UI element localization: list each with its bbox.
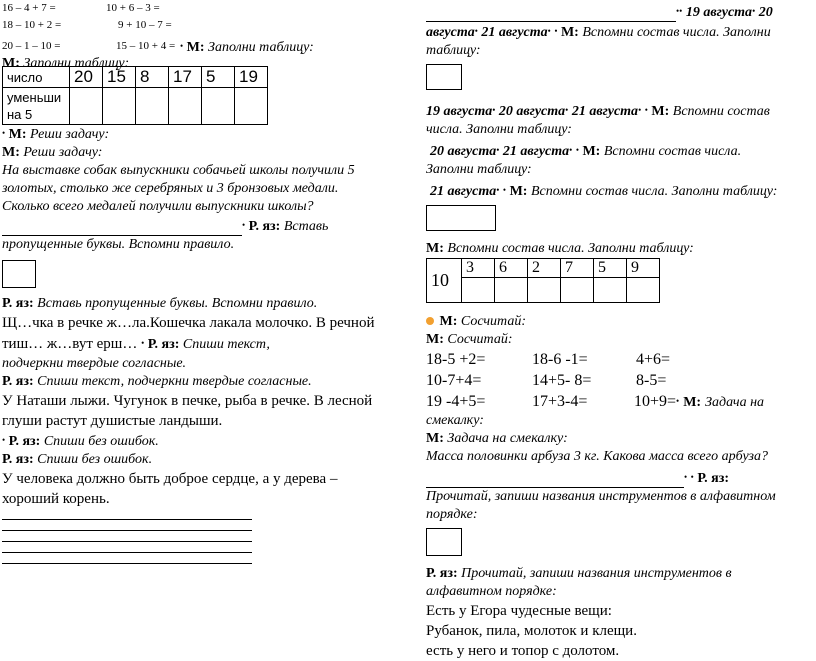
problem-text: Масса половинки арбуза 3 кг. Какова масса всего арбуза?: [426, 449, 768, 464]
bullet-icon: •: [554, 26, 558, 36]
subject-label: Р. яз:: [2, 452, 34, 467]
bullet-icon: •: [676, 6, 680, 16]
subject-label: М:: [8, 127, 27, 142]
bullet-icon: •: [684, 472, 688, 482]
exercise-text: глуши растут душистые ландыши.: [2, 413, 223, 429]
bullet-icon: •: [492, 105, 496, 115]
table-cell-empty[interactable]: [594, 278, 627, 303]
problem-text: золотых, столько же серебряных и 3 бронзовых медали.: [2, 181, 339, 196]
subtraction-table: [2, 66, 268, 125]
exercise-line-1: [2, 0, 394, 17]
task-heading: [2, 451, 394, 469]
task-text: Прочитай, запиши названия инструментов в алфавитном: [426, 489, 776, 504]
right-column: [426, 0, 814, 659]
expression: 9 + 10 – 7 =: [118, 19, 172, 31]
date-text: 19 августа: [426, 104, 493, 119]
date-text: 19 августа: [685, 5, 753, 20]
task-text: Задача на смекалку:: [447, 431, 568, 446]
poem-line: есть у него и топор с долотом.: [426, 643, 620, 659]
problem-text: Сколько всего медалей получили выпускники школы?: [2, 199, 314, 214]
poem-line: Есть у Егора чудесные вещи:: [426, 603, 612, 619]
bullet-icon: •: [690, 472, 694, 482]
number-composition-table: [426, 258, 660, 303]
task-heading: [426, 468, 814, 488]
table-cell: 6: [495, 259, 528, 278]
exercise-text: [2, 333, 394, 355]
table-cell: 17: [169, 67, 202, 88]
expression: 17+3-4=: [532, 393, 588, 410]
writing-line[interactable]: [2, 509, 252, 520]
bullet-icon: •: [242, 220, 246, 230]
exercise-text: Щ…чка в речке ж…ла.Кошечка лакала молочко. В речной: [2, 315, 375, 331]
label-line: уменьши: [7, 90, 62, 105]
expression: 10-7+4=: [426, 372, 482, 389]
table-cell: 5: [202, 67, 235, 88]
expression: 8-5=: [636, 372, 667, 389]
table-cell-empty[interactable]: [627, 278, 660, 303]
answer-line[interactable]: [2, 219, 242, 236]
date-text: 20 августа: [430, 144, 497, 159]
exercise-row: [426, 391, 814, 412]
exercise-text: хороший корень.: [2, 491, 110, 507]
date-line: [426, 22, 814, 42]
table-row-label: [3, 88, 70, 125]
table-cell: 3: [462, 259, 495, 278]
task-text: Заполни таблицу:: [208, 40, 314, 55]
subject-label: Р. яз:: [248, 219, 281, 234]
table-cell-empty[interactable]: [561, 278, 594, 303]
subject-label: М:: [2, 145, 20, 160]
subject-label: Р. яз:: [8, 434, 41, 449]
task-text: Реши задачу:: [30, 127, 110, 142]
bullet-icon: •: [752, 6, 756, 16]
task-heading: [2, 124, 394, 144]
writing-line[interactable]: [2, 542, 252, 553]
exercise-line-2: [2, 17, 394, 34]
table-cell-empty[interactable]: [235, 88, 268, 125]
task-heading: [426, 430, 814, 448]
task-text: Заполни таблицу:: [23, 56, 130, 71]
bullet-icon: •: [2, 435, 6, 445]
task-text: подчеркни твердые согласные.: [2, 356, 187, 371]
poem-line: Рубанок, пила, молоток и клещи.: [426, 623, 637, 639]
label-line: на 5: [7, 107, 33, 122]
table-cell-total: 10: [427, 259, 462, 303]
task-text: Вспомни состав числа. Заполни таблицу:: [530, 184, 778, 199]
bullet-icon: •: [496, 145, 500, 155]
table-cell-empty[interactable]: [136, 88, 169, 125]
task-text: Заполни таблицу:: [426, 162, 532, 177]
bullet-icon: •: [474, 26, 478, 36]
task-text: Сосчитай:: [460, 314, 526, 329]
task-text: Спиши текст,: [182, 337, 270, 352]
problem-text: На выставке собак выпускники собачьей школы получили 5: [2, 163, 355, 178]
bullet-icon: •: [502, 185, 507, 195]
left-column: [2, 0, 394, 507]
expression: 18-5 +2=: [426, 351, 486, 368]
subject-label: М:: [651, 104, 670, 119]
table-cell-empty[interactable]: [70, 88, 103, 125]
task-text: таблицу:: [426, 43, 481, 58]
task-heading: [426, 240, 814, 258]
task-heading: [426, 565, 814, 583]
task-heading: [2, 144, 394, 162]
task-text: числа. Заполни таблицу:: [426, 122, 572, 137]
exercise-row: [426, 349, 814, 370]
subject-label: М:: [426, 431, 444, 446]
bullet-icon: •: [638, 105, 642, 115]
bullet-icon: •: [679, 6, 683, 16]
task-text: Вставь: [283, 219, 329, 234]
subject-label: Р. яз:: [147, 337, 180, 352]
task-text: алфавитном порядке:: [426, 584, 557, 599]
subject-label: М:: [560, 25, 579, 40]
task-text: Вспомни состав: [672, 104, 770, 119]
bullet-icon: •: [180, 41, 184, 51]
task-heading: [426, 313, 814, 331]
subject-label: Р. яз:: [2, 296, 34, 311]
subject-label: М:: [683, 395, 702, 410]
task-text: Вставь пропущенные буквы. Вспомни правило.: [37, 296, 318, 311]
date-line: [426, 2, 814, 22]
subject-label: М:: [509, 184, 528, 199]
date-text: 21 августа: [571, 104, 639, 119]
bullet-icon: •: [2, 128, 6, 138]
table-cell-empty[interactable]: [169, 88, 202, 125]
expression: 19 -4+5=: [426, 393, 486, 410]
subject-label: Р. яз:: [426, 566, 458, 581]
writing-line[interactable]: [2, 531, 252, 542]
bullet-icon: •: [676, 396, 680, 406]
bullet-icon: •: [575, 145, 579, 155]
expression: 10 + 6 – 3 =: [106, 2, 160, 14]
task-heading: [426, 331, 814, 349]
exercise-line-3: [2, 38, 394, 55]
table-cell: 19: [235, 67, 268, 88]
task-text: Спиши текст, подчеркни твердые согласные.: [37, 374, 312, 389]
bullet-icon: •: [547, 26, 551, 36]
date-text: 20 августа: [498, 104, 566, 119]
task-text: порядке:: [426, 507, 478, 522]
writing-line[interactable]: [2, 520, 252, 531]
table-cell-empty[interactable]: [462, 278, 495, 303]
table-cell: 9: [627, 259, 660, 278]
answer-box[interactable]: [426, 64, 462, 90]
exercise-text-part: тиш… ж…вут ерш…: [2, 336, 138, 352]
expression: 15 – 10 + 4 =: [116, 40, 176, 52]
table-cell: 5: [594, 259, 627, 278]
date-text: 21 августа: [481, 25, 548, 40]
table-row-label: число: [3, 67, 70, 88]
task-text: пропущенные буквы. Вспомни правило.: [2, 237, 235, 252]
subject-label: Р. яз:: [2, 374, 34, 389]
date-line: [430, 181, 816, 201]
task-heading: [2, 295, 394, 313]
subject-label: М:: [439, 314, 458, 329]
expression: 4+6=: [636, 351, 671, 368]
task-text: Вспомни состав числа. Заполни таблицу:: [447, 241, 694, 256]
task-text: Прочитай, запиши названия инструментов в: [461, 566, 732, 581]
table-cell-empty[interactable]: [103, 88, 136, 125]
table-cell: 15: [103, 67, 136, 88]
bullet-icon: •: [569, 145, 573, 155]
task-text: Вспомни состав числа.: [603, 144, 742, 159]
table-cell-empty[interactable]: [495, 278, 528, 303]
expression: 18 – 10 + 2 =: [2, 19, 62, 31]
task-heading: [2, 431, 394, 451]
table-cell: 2: [528, 259, 561, 278]
subject-label: Р. яз:: [697, 471, 729, 486]
writing-line[interactable]: [2, 553, 252, 564]
expression: 10+9=: [634, 393, 677, 410]
bullet-icon: •: [141, 338, 145, 348]
answer-line[interactable]: [426, 7, 676, 22]
answer-box[interactable]: [426, 528, 462, 556]
table-cell-empty[interactable]: [202, 88, 235, 125]
exercise-grid: [426, 349, 814, 412]
expression: 18-6 -1=: [532, 351, 588, 368]
subject-label: М:: [186, 40, 205, 55]
table-cell-empty[interactable]: [528, 278, 561, 303]
task-heading: [2, 373, 394, 391]
task-text: смекалку:: [426, 413, 484, 428]
bullet-icon: •: [644, 105, 648, 115]
task-text: Сосчитай:: [447, 332, 513, 347]
subject-label: М:: [2, 56, 20, 71]
bullet-icon: [426, 317, 434, 325]
table-cell: 20: [70, 67, 103, 88]
table-cell: 7: [561, 259, 594, 278]
task-heading: [2, 216, 394, 236]
task-text: Вспомни состав числа. Заполни: [582, 25, 771, 40]
date-line: [430, 141, 816, 161]
expression: 14+5- 8=: [532, 372, 592, 389]
expression: 20 – 1 – 10 =: [2, 40, 61, 52]
task-text: Спиши без ошибок.: [37, 452, 153, 467]
exercise-text: У человека должно быть доброе сердце, а у дерева –: [2, 471, 338, 487]
expression: 16 – 4 + 7 =: [2, 2, 56, 14]
date-text: 21 августа: [502, 144, 570, 159]
subject-label: М:: [426, 332, 444, 347]
table-cell: 8: [136, 67, 169, 88]
date-text: 21 августа: [430, 184, 497, 199]
bullet-icon: •: [496, 185, 500, 195]
subject-label: М:: [426, 241, 444, 256]
exercise-row: [426, 370, 814, 391]
date-line: [426, 101, 814, 121]
answer-box[interactable]: [2, 260, 36, 288]
date-text: августа: [426, 25, 475, 40]
date-text: 20: [758, 5, 773, 20]
task-text: Реши задачу:: [23, 145, 103, 160]
bullet-icon: •: [565, 105, 569, 115]
task-text: Задача на: [705, 395, 765, 410]
task-text: Спиши без ошибок.: [43, 434, 159, 449]
subject-label: М:: [582, 144, 601, 159]
exercise-text: У Наташи лыжи. Чугунок в печке, рыба в речке. В лесной: [2, 393, 373, 409]
answer-line[interactable]: [426, 473, 684, 488]
answer-box[interactable]: [426, 205, 496, 231]
